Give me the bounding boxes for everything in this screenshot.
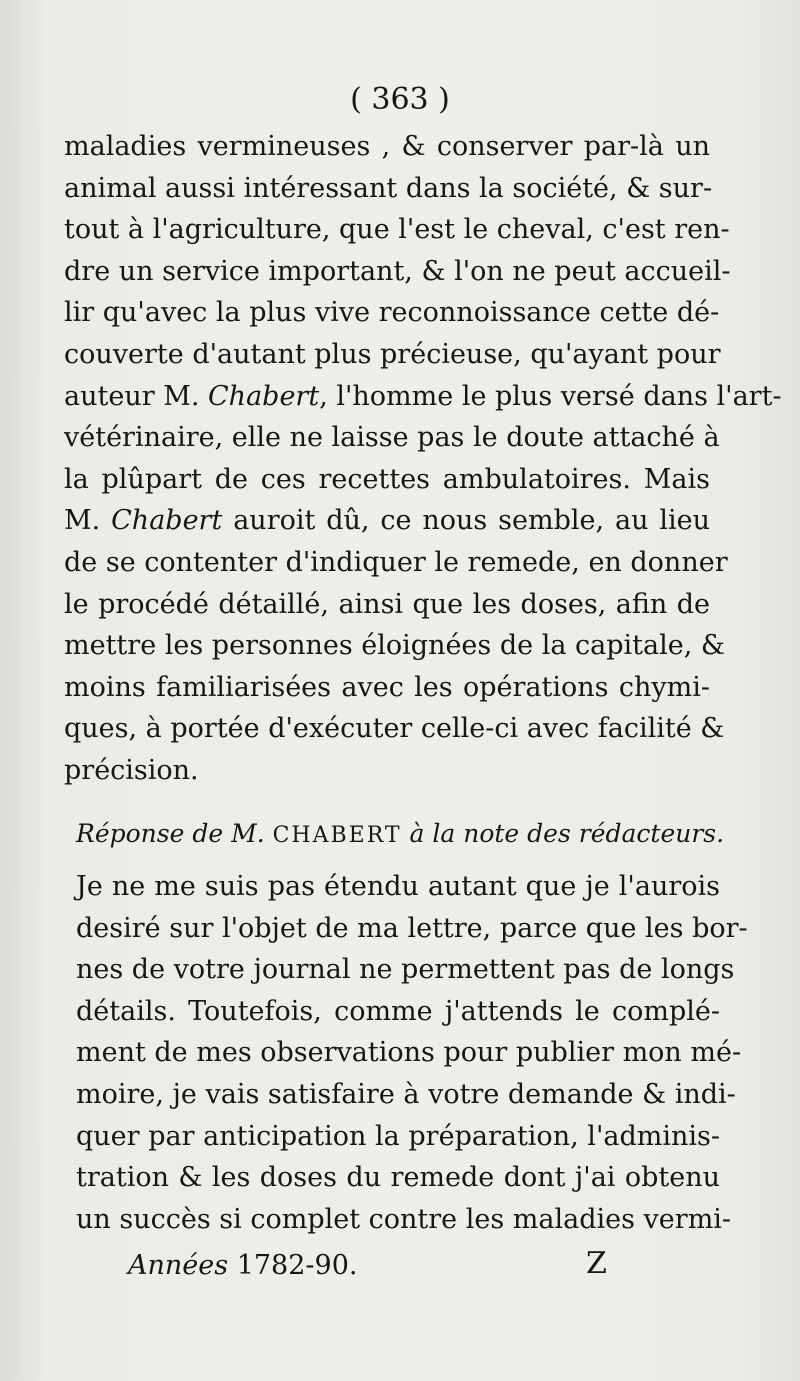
text-line: lir qu'avec la plus vive reconnoissance cette dé- bbox=[64, 297, 720, 329]
text-line: couverte d'autant plus précieuse, qu'ayant pour bbox=[64, 338, 721, 370]
text-line: vétérinaire, elle ne laisse pas le doute attaché à bbox=[64, 422, 720, 454]
footer-label: Années bbox=[128, 1250, 229, 1281]
text-line: maladies vermineuses , & conserver par-là un bbox=[64, 131, 710, 162]
paragraph-reply bbox=[76, 866, 748, 1240]
text-line: ques, à portée d'exécuter celle-ci avec facilité & bbox=[64, 713, 725, 745]
text-line: un succès si complet contre les maladies vermi- bbox=[76, 1203, 732, 1235]
text-line: moins familiarisées avec les opérations chymi- bbox=[64, 671, 710, 703]
text-line: dre un service important, & l'on ne peut accueil- bbox=[64, 255, 731, 287]
page-number: ( 363 ) bbox=[350, 82, 450, 117]
text-line: Je ne me suis pas étendu autant que je l'aurois bbox=[76, 871, 720, 902]
footer-years: 1782-90. bbox=[236, 1250, 358, 1281]
text-line: animal aussi intéressant dans la société, & sur- bbox=[64, 172, 713, 204]
section-heading bbox=[76, 814, 725, 854]
paragraph-editor-note bbox=[64, 126, 782, 792]
text-line: M. Chabert auroit dû, ce nous semble, au lieu bbox=[64, 505, 711, 537]
heading-post: à la note des rédacteurs. bbox=[401, 819, 725, 848]
text-line: de se contenter d'indiquer le remede, en donner bbox=[64, 546, 728, 578]
text-line: tout à l'agriculture, que l'est le cheval, c'est ren- bbox=[64, 214, 730, 246]
name-chabert: Chabert bbox=[208, 380, 320, 412]
text-line: précision. bbox=[64, 754, 199, 786]
text-line: la plûpart de ces recettes ambulatoires. Mais bbox=[64, 463, 710, 495]
text-line: quer par anticipation la préparation, l'adminis- bbox=[76, 1120, 720, 1152]
text-line: le procédé détaillé, ainsi que les doses, afin de bbox=[64, 588, 710, 620]
text-line: mettre les personnes éloignées de la capitale, & bbox=[64, 630, 725, 662]
text-line: desiré sur l'objet de ma lettre, parce que les bor- bbox=[76, 912, 748, 944]
text-line: auteur M. Chabert, l'homme le plus versé dans l'art- bbox=[64, 380, 782, 412]
text-line: tration & les doses du remede dont j'ai obtenu bbox=[76, 1162, 720, 1194]
signature-mark bbox=[128, 1250, 357, 1281]
text-line: nes de votre journal ne permettent pas de longs bbox=[76, 954, 735, 986]
heading-pre: Réponse de M. bbox=[76, 819, 273, 848]
heading-name: CHABERT bbox=[272, 823, 402, 848]
text-line: détails. Toutefois, comme j'attends le complé- bbox=[76, 995, 720, 1027]
text-line: moire, je vais satisfaire à votre demande & indi- bbox=[76, 1078, 736, 1110]
name-chabert: Chabert bbox=[111, 505, 223, 537]
text-line: ment de mes observations pour publier mon mé- bbox=[76, 1037, 742, 1069]
gathering-signature: Z bbox=[586, 1246, 607, 1281]
